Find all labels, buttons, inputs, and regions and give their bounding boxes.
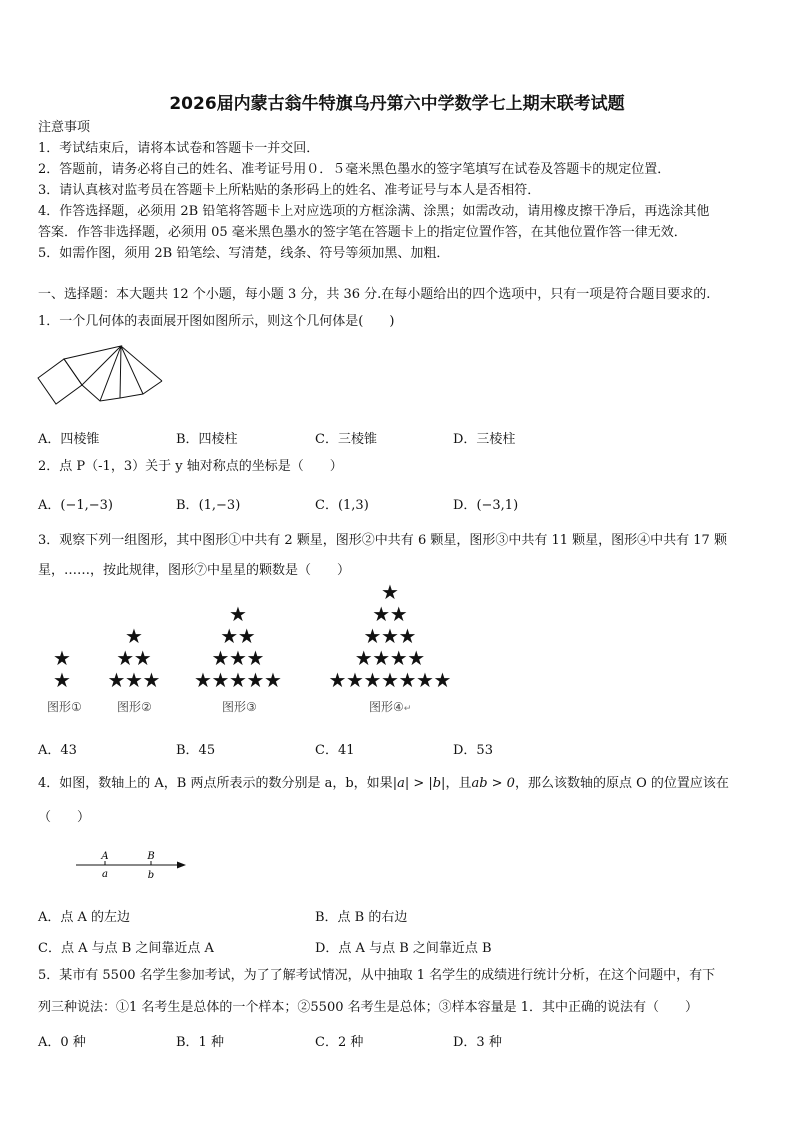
q2-option-d [453, 494, 518, 513]
notice-heading: 注意事项 [38, 120, 91, 135]
star-icon: ★ [211, 668, 230, 692]
q3-figure-label-2: 图形② [117, 700, 152, 714]
return-mark: ↵ [403, 704, 412, 714]
q4-condition-product: ab > 0 [471, 776, 515, 791]
q5-stem-line2: 列三种说法：①1 名考生是总体的一个样本；②5500 名考生是总体；③样本容量是 1．其中正确的说法有（ ） [38, 1000, 699, 1015]
axis-label-a: a [102, 869, 108, 880]
notice-item: 5．如需作图，须用 2B 铅笔绘、写清楚，线条、符号等须加黑、加粗． [38, 246, 450, 261]
notice-item: 1．考试结束后，请将本试卷和答题卡一并交回． [38, 141, 320, 156]
star-icon: ★ [53, 668, 71, 692]
q2-stem: 2．点 P（-1，3）关于 y 轴对称点的坐标是（ ） [38, 459, 343, 474]
notice-item: 答案．作答非选择题，必须用 05 毫米黑色墨水的签字笔在答题卡上的指定位置作答，在其他位置作答一律无效． [38, 225, 687, 240]
star-icon: ★ [264, 668, 282, 692]
star-icon: ★ [381, 668, 399, 692]
star-icon: ★ [372, 602, 391, 626]
star-icon: ★ [389, 602, 408, 626]
axis-label-b: b [147, 870, 155, 881]
q5-option-d: D．3 种 [453, 1035, 502, 1050]
page-title: 2026届内蒙古翁牛特旗乌丹第六中学数学七上期末联考试题 [169, 94, 625, 114]
star-icon: ★ [389, 646, 408, 670]
option-value: (1,3) [337, 498, 369, 513]
q4-number-line [74, 848, 189, 882]
q4-option-c: C．点 A 与点 B 之间靠近点 A [38, 941, 214, 956]
star-icon: ★ [398, 668, 417, 692]
notice-item: 3．请认真核对监考员在答题卡上所粘贴的条形码上的姓名、准考证号与本人是否相符． [38, 183, 541, 198]
star-icon: ★ [211, 646, 230, 670]
star-icon: ★ [398, 624, 417, 648]
q1-stem: 1．一个几何体的表面展开图如图所示，则这个几何体是( ) [38, 314, 395, 329]
q5-option-c: C．2 种 [315, 1035, 364, 1050]
q1-net-figure [38, 345, 168, 407]
q2-option-b [176, 494, 240, 513]
q4-stem-part: 4．如图，数轴上的 A，B 两点所表示的数分别是 a，b，如果 [38, 776, 393, 791]
star-icon: ★ [433, 668, 452, 692]
q3-figure-label-3: 图形③ [222, 700, 257, 714]
star-icon: ★ [229, 602, 247, 626]
q2-option-c [315, 494, 369, 513]
star-icon: ★ [142, 668, 161, 692]
star-icon: ★ [125, 624, 143, 648]
option-letter: A． [38, 498, 61, 513]
q5-option-b: B．1 种 [176, 1035, 224, 1050]
star-icon: ★ [407, 646, 426, 670]
figure-label-text: 图形④ [369, 700, 404, 714]
star-icon: ★ [107, 668, 126, 692]
q1-option-c: C．三棱锥 [315, 432, 377, 447]
axis-label-B: B [147, 851, 155, 862]
q4-stem-part: ，且 [445, 776, 472, 791]
star-icon: ★ [116, 646, 135, 670]
star-icon: ★ [133, 646, 152, 670]
star-icon: ★ [229, 646, 247, 670]
star-icon: ★ [194, 668, 212, 692]
q2-option-a [38, 494, 113, 513]
option-value: (−3,1) [476, 498, 519, 513]
star-icon: ★ [372, 646, 391, 670]
star-icon: ★ [125, 668, 143, 692]
star-icon: ★ [246, 646, 265, 670]
option-letter: C． [315, 498, 338, 513]
star-icon: ★ [237, 624, 256, 648]
star-icon: ★ [53, 646, 71, 670]
star-icon: ★ [328, 668, 347, 692]
q1-option-a: A．四棱锥 [38, 432, 100, 447]
q3-option-c: C．41 [315, 743, 355, 758]
star-icon: ★ [354, 646, 373, 670]
q3-stem-line1: 3．观察下列一组图形，其中图形①中共有 2 颗星，图形②中共有 6 颗星，图形③中共有 11 颗星，图形④中共有 17 颗 [38, 533, 727, 548]
q4-option-b: B．点 B 的右边 [315, 910, 408, 925]
q4-stem-line1 [38, 776, 729, 792]
section-heading: 一、选择题：本大题共 12 个小题，每小题 3 分，共 36 分.在每小题给出的四个选项中，只有一项是符合题目要求的. [38, 287, 711, 302]
star-icon: ★ [229, 668, 247, 692]
star-icon: ★ [363, 668, 382, 692]
option-value: (−1,−3) [60, 498, 113, 513]
q5-option-a: A．0 种 [38, 1035, 86, 1050]
q4-stem-part: ，那么该数轴的原点 O 的位置应该在 [514, 776, 729, 791]
star-icon: ★ [246, 668, 265, 692]
q3-option-a: A．43 [38, 743, 77, 758]
q3-star-figures [0, 580, 794, 700]
option-value: (1,−3) [198, 498, 241, 513]
notice-item: 4．作答选择题，必须用 2B 铅笔将答题卡上对应选项的方框涂满、涂黑；如需改动，请用橡皮擦干净后，再选涂其他 [38, 204, 710, 219]
q4-stem-line2: （ ） [38, 810, 91, 825]
star-icon: ★ [346, 668, 364, 692]
star-icon: ★ [220, 624, 239, 648]
star-icon: ★ [381, 580, 399, 604]
notice-item: 2．答题前，请务必将自己的姓名、准考证号用０．５毫米黑色墨水的签字笔填写在试卷及答题卡的规定位置． [38, 162, 671, 177]
q3-option-d: D．53 [453, 743, 493, 758]
q4-option-a: A．点 A 的左边 [38, 910, 131, 925]
q3-figure-label-4 [369, 698, 411, 715]
option-letter: D． [453, 498, 477, 513]
star-icon: ★ [363, 624, 382, 648]
q3-option-b: B．45 [176, 743, 216, 758]
q1-option-d: D．三棱柱 [453, 432, 516, 447]
q1-option-b: B．四棱柱 [176, 432, 238, 447]
star-icon: ★ [381, 624, 399, 648]
q4-condition-abs: |a| > |b| [392, 776, 446, 791]
q5-stem-line1: 5．某市有 5500 名学生参加考试，为了了解考试情况，从中抽取 1 名学生的成绩进行统计分析，在这个问题中，有下 [38, 968, 716, 983]
q3-stem-line2: 星，……，按此规律，图形⑦中星星的颗数是（ ） [38, 563, 351, 578]
q4-option-d: D．点 A 与点 B 之间靠近点 B [315, 941, 492, 956]
option-letter: B． [176, 498, 199, 513]
q3-figure-label-1: 图形① [47, 700, 82, 714]
star-icon: ★ [416, 668, 434, 692]
axis-label-A: A [101, 851, 109, 862]
